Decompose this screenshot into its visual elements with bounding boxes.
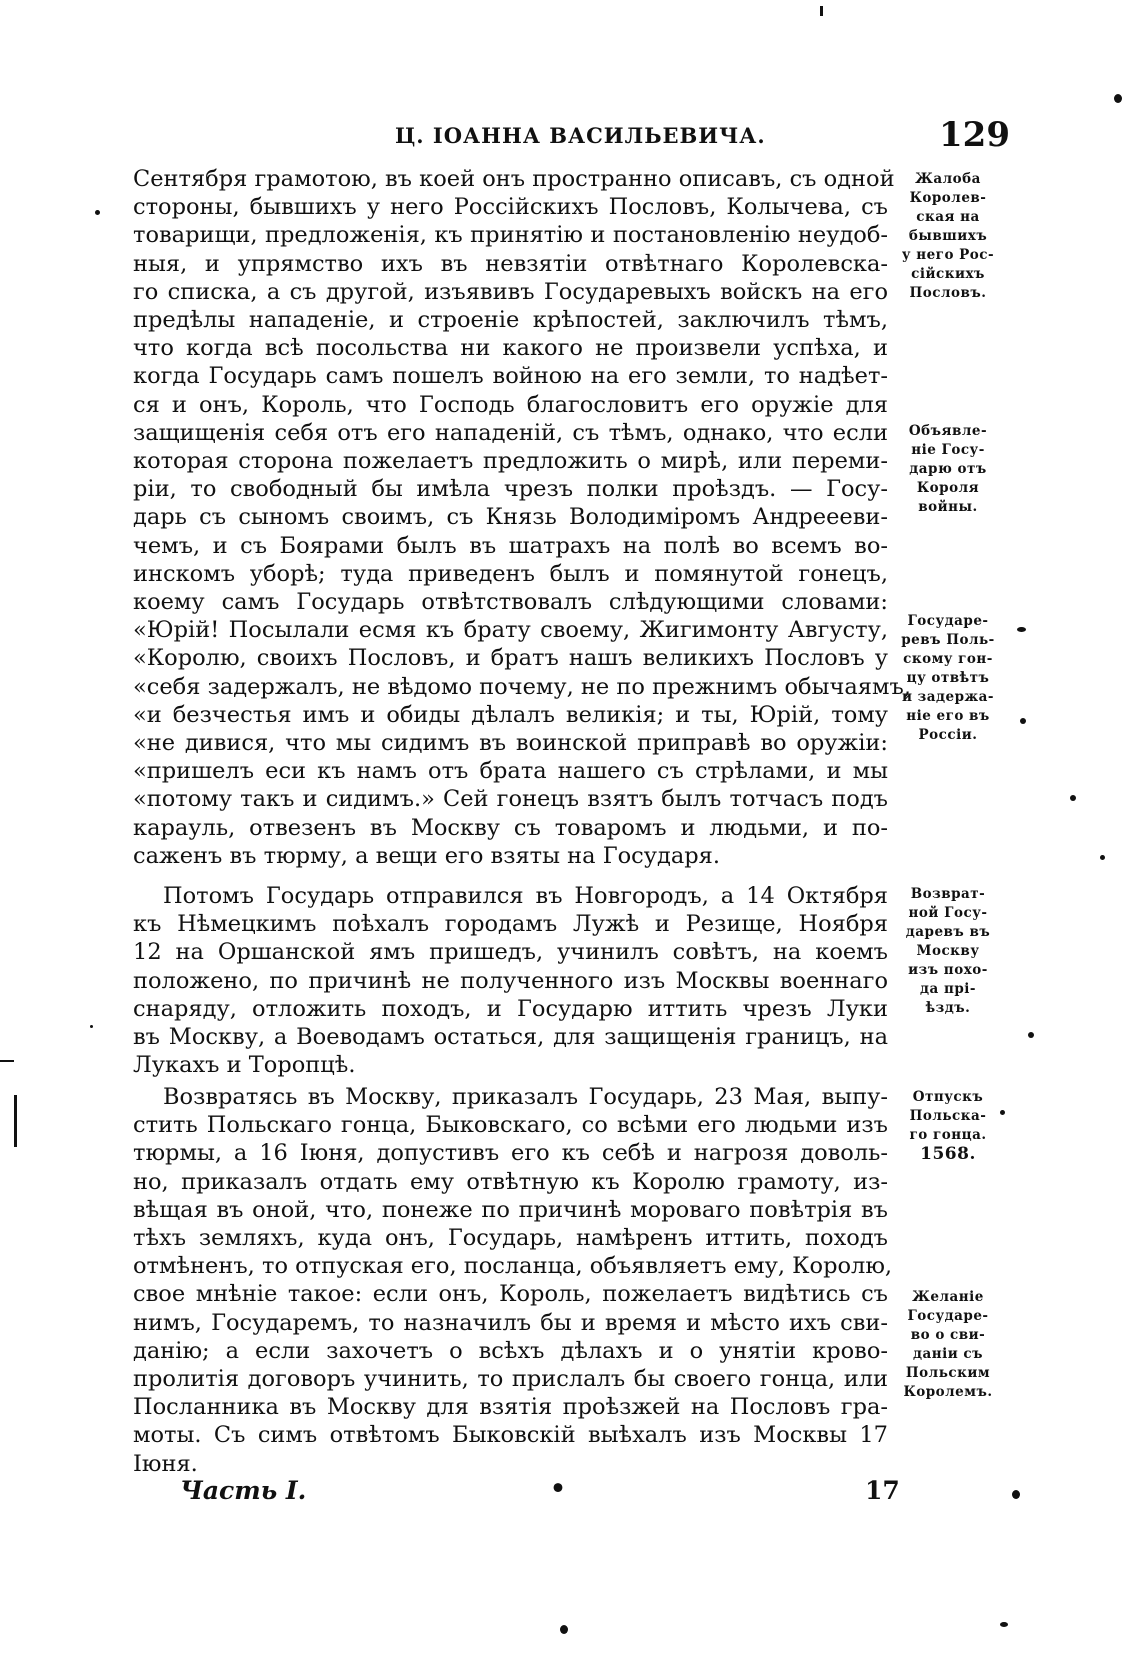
note-line: Объявле- — [908, 423, 988, 439]
text-line: дарь съ сыномъ своимъ, съ Князь Володиміромъ Андреееви- — [133, 504, 888, 531]
text-line: Возвратясь въ Москву, приказалъ Государь, 23 Мая, выпу- — [163, 1084, 888, 1110]
text-line: Лукахъ и Торопцѣ. — [133, 1052, 356, 1079]
text-line: «потому такъ и сидимъ.» Сей гонецъ взятъ былъ тотчасъ подъ — [133, 786, 888, 813]
scan-speck — [1017, 627, 1026, 632]
text-line: когда Государь самъ пошелъ войною на его земли, то надѣет- — [133, 363, 888, 390]
text-line: стить Польскаго гонца, Быковскаго, со всѣми его людьми изъ — [133, 1112, 888, 1139]
text-line: вѣщая въ оной, что, понеже по причинѣ мороваго повѣтрія въ — [133, 1196, 888, 1223]
note-line: войны. — [918, 499, 978, 515]
text-line: «не дивися, что мы сидимъ въ воинской приправѣ во оружіи: — [133, 730, 888, 757]
text-line: «и безчестья имъ и обиды дѣлалъ великія; и ты, Юрій, тому — [133, 701, 888, 728]
note-line: изъ похо- — [908, 962, 988, 978]
text-line: предѣлы нападеніе, и строеніе крѣпостей, заключилъ тѣмъ, — [133, 307, 888, 334]
note-line: во о сви- — [910, 1327, 986, 1343]
page-header — [120, 111, 1010, 161]
note-line: Пословъ. — [909, 285, 987, 301]
text-line: тѣхъ земляхъ, куда онъ, Государь, намѣренъ иттить, походъ — [133, 1225, 888, 1252]
note-line: Отпускъ — [912, 1089, 984, 1105]
text-line: чемъ, и съ Боярами былъ въ шатрахъ на полѣ во всемъ во- — [133, 532, 888, 559]
paragraph-1 — [133, 165, 911, 870]
scan-speck — [1020, 718, 1026, 724]
note-line: да прі- — [920, 981, 976, 997]
note-line: ревъ Поль- — [901, 632, 995, 648]
marginal-note-war — [898, 422, 998, 517]
scan-mark — [14, 1095, 17, 1147]
text-line: го списка, а съ другой, изъявивъ Государевыхъ войскъ на его — [133, 278, 888, 305]
note-line: даревъ въ — [905, 924, 991, 940]
scan-speck — [1070, 795, 1076, 801]
text-line: къ Нѣмецкимъ поѣхалъ городамъ Лужѣ и Резище, Ноября — [133, 911, 888, 938]
text-line: снаряду, отложить походъ, и Государю иттить чрезъ Луки — [133, 995, 888, 1022]
note-line: Москву — [916, 943, 980, 959]
scan-mark — [0, 1060, 14, 1062]
text-line: которая сторона пожелаетъ предложить о мирѣ, или переми- — [133, 448, 888, 475]
text-line: «себя задержалъ, не вѣдомо почему, не по прежнимъ обычаямъ, — [133, 673, 911, 700]
note-line: ѣздъ. — [925, 1000, 971, 1016]
text-line: Іюня. — [133, 1450, 198, 1477]
text-line: инскомъ уборѣ; туда приведенъ былъ и помянутой гонецъ, — [133, 560, 888, 587]
text-line: коему самъ Государь отвѣтствовалъ слѣдующими словами: — [133, 589, 888, 616]
text-line: товарищи, предложенія, къ принятію и постановленію неудоб- — [133, 222, 888, 249]
scan-mark — [820, 6, 823, 16]
note-line: Государе- — [907, 1308, 989, 1324]
note-line: Польска- — [909, 1108, 987, 1124]
running-head: Ц. ІОАННА ВАСИЛЬЕВИЧА. — [395, 123, 766, 148]
text-line: «пришелъ еси къ намъ отъ брата нашего съ стрѣлами, и мы — [133, 758, 888, 785]
marginal-note-release — [898, 1088, 998, 1164]
note-line: Возврат- — [910, 886, 986, 902]
scan-speck — [1114, 94, 1122, 103]
text-line: но, приказалъ отдать ему отвѣтную къ Королю грамоту, из- — [133, 1168, 888, 1195]
note-line: 1568. — [920, 1144, 976, 1164]
text-line: моты. Съ симъ отвѣтомъ Быковскій выѣхалъ изъ Москвы 17 — [133, 1422, 888, 1449]
text-line: данію; а если захочетъ о всѣхъ дѣлахъ и о унятіи крово- — [133, 1337, 888, 1364]
text-line: карауль, отвезенъ въ Москву съ товаромъ и людьми, и по- — [133, 814, 888, 841]
scan-speck — [1000, 1110, 1005, 1115]
marginal-note-complaint — [898, 170, 998, 303]
note-line: ніе его въ — [906, 708, 990, 724]
text-line: «Королю, своихъ Пословъ, и братъ нашъ великихъ Пословъ у — [133, 645, 888, 672]
note-line: го гонца. — [909, 1127, 987, 1143]
text-line: защищенія себя отъ его нападеній, съ тѣмъ, однако, что если — [133, 419, 888, 446]
note-line: дарю отъ — [909, 461, 987, 477]
note-line: цу отвѣтъ — [906, 670, 990, 686]
note-line: Государе- — [907, 613, 989, 629]
note-line: скому гон- — [903, 651, 993, 667]
scan-speck — [1000, 1622, 1008, 1627]
text-line: положено, по причинѣ не полученного изъ Москвы военнаго — [133, 967, 888, 994]
text-line: отмѣненъ, то отпуская его, посланца, объявляетъ ему, Королю, — [133, 1253, 893, 1280]
signature-mark: 17 — [865, 1476, 900, 1505]
note-line: Желаніе — [912, 1289, 984, 1305]
scan-speck — [95, 210, 100, 215]
text-line: Потомъ Государь отправился въ Новгородъ, а 14 Октября — [163, 883, 888, 909]
marginal-note-envoy — [898, 612, 998, 745]
text-line: стороны, бывшихъ у него Россійскихъ Пословъ, Колычева, съ — [133, 194, 888, 221]
note-line: Королев- — [909, 190, 987, 206]
note-line: Королемъ. — [903, 1384, 993, 1400]
note-line: ніе Госу- — [911, 442, 985, 458]
note-line: даніи съ — [912, 1346, 984, 1362]
text-line: саженъ въ тюрму, а вещи его взяты на Государя. — [133, 842, 721, 869]
marginal-note-meeting — [898, 1288, 998, 1402]
scan-speck — [1028, 1032, 1034, 1038]
note-line: сійскихъ — [911, 266, 985, 282]
page-number: 129 — [939, 115, 1010, 155]
text-line: свое мнѣніе такое: если онъ, Король, пожелаетъ видѣтись съ — [133, 1281, 888, 1308]
scan-speck — [90, 1025, 93, 1028]
note-line: у него Рос- — [901, 247, 995, 263]
text-line: въ Москву, а Воеводамъ остаться, для защищенія границъ, на — [133, 1024, 888, 1051]
note-line: Польским — [905, 1365, 991, 1381]
note-line: Жалоба — [915, 171, 981, 187]
text-line: что когда всѣ посольства ни какого не произвели успѣха, и — [133, 335, 888, 362]
text-line: пролитія договоръ учинить, то прислалъ бы своего гонца, или — [133, 1366, 888, 1393]
page-footer — [180, 1476, 900, 1516]
scan-speck — [560, 1625, 568, 1634]
note-line: Короля — [916, 480, 980, 496]
note-line: Россіи. — [918, 727, 978, 743]
note-line: ной Госу- — [908, 905, 988, 921]
paragraph-3 — [133, 1083, 893, 1478]
text-line: ріи, то свободный бы имѣла чрезъ полки проѣздъ. — Госу- — [133, 476, 888, 503]
scan-speck — [1100, 855, 1105, 860]
text-line: Посланника въ Москву для взятія проѣзжей на Пословъ гра- — [133, 1394, 888, 1421]
text-line: ся и онъ, Король, что Господь благословитъ его оружіе для — [133, 391, 888, 418]
text-line: ныя, и упрямство ихъ въ невзятіи отвѣтнаго Королевска- — [133, 250, 888, 277]
note-line: бывшихъ — [908, 228, 988, 244]
text-line: 12 на Оршанской ямъ пришедъ, учинилъ совѣтъ, на коемъ — [133, 939, 888, 966]
scan-speck — [1012, 1490, 1020, 1499]
volume-part-label: Часть I. — [180, 1476, 307, 1505]
marginal-note-return — [898, 885, 998, 1018]
note-line: и задержа- — [901, 689, 995, 705]
paragraph-2 — [133, 882, 888, 1079]
text-line: «Юрій! Посылали есмя къ брату своему, Жигимонту Августу, — [133, 617, 888, 644]
text-line: нимъ, Государемъ, то назначилъ бы и время и мѣсто ихъ сви- — [133, 1309, 888, 1336]
text-line: Сентября грамотою, въ коей онъ пространно описавъ, съ одной — [133, 166, 895, 192]
text-line: тюрмы, а 16 Іюня, допустивъ его къ себѣ и нагрозя доволь- — [133, 1140, 888, 1167]
footer-dot: • — [550, 1474, 566, 1503]
note-line: ская на — [916, 209, 980, 225]
